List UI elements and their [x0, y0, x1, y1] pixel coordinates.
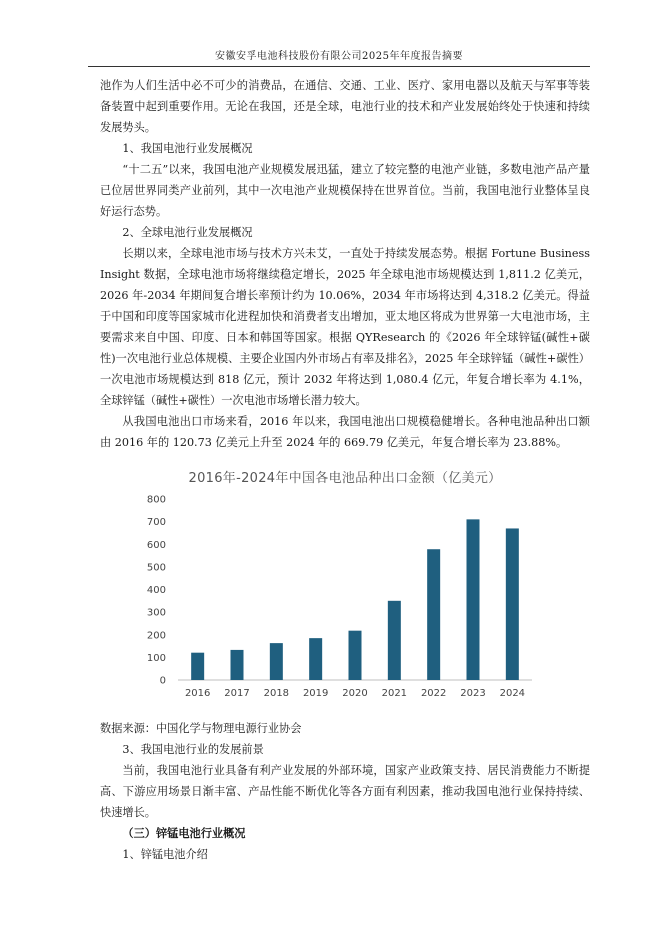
paragraph-global: 长期以来，全球电池市场与技术方兴未艾，一直处于持续发展态势。根据 Fortune Business Insight 数据，全球电池市场将继续稳定增长，2025 年全球电池市场规模达到 1,811.2 亿美元，2026 年-2034 年期间复合增长率预计约为 10.06%，2034 年市场将达到 4,318.2 亿美元。得益于中国和印度等国家城市化进程加快和消费者支出增加，亚太地区将成为世界第一大电池市场，主要需求来自中国、印度、日本和韩国等国家。根据 QYResearch 的《2026 年全球锌锰(碱性+碳性)一次电池行业总体规模、主要企业国内外市场占有率及排名》，2025 年全球锌锰（碱性+碳性）一次电池市场规模达到 818 亿元，预计 2032 年将达到 1,080.4 亿元，年复合增长率为 4.1%，全球锌锰（碱性+碳性）一次电池市场增长潜力较大。 — [100, 247, 590, 407]
subsection-heading-zinc-manganese-intro: 1、锌锰电池介绍 — [122, 848, 208, 861]
bar-2016 — [191, 653, 204, 680]
y-tick-label: 100 — [146, 652, 166, 664]
paragraph-intro-continued: 池作为人们生活中必不可少的消费品，在通信、交通、工业、医疗、家用电器以及航天与军事等装备装置中起到重要作用。无论在我国，还是全球，电池行业的技术和产业发展始终处于快速和持续发展势头。 — [100, 79, 590, 134]
x-tick-label: 2017 — [224, 688, 250, 699]
bar-2020 — [349, 631, 362, 680]
chart-canvas — [100, 467, 590, 712]
paragraph-export: 从我国电池出口市场来看，2016 年以来，我国电池出口规模稳健增长。各种电池品种出口额由 2016 年的 120.73 亿美元上升至 2024 年的 669.79 亿美元，年复合增长率为 23.88%。 — [100, 415, 590, 449]
section-heading-global: 2、全球电池行业发展概况 — [122, 226, 253, 239]
paragraph-domestic: “十二五”以来，我国电池产业规模发展迅猛，建立了较完整的电池产业链，多数电池产品产量已位居世界同类产业前列，其中一次电池产业规模保持在世界首位。当前，我国电池行业整体呈良好运行态势。 — [100, 163, 590, 218]
bar-2024 — [506, 528, 519, 680]
bar-2017 — [231, 650, 244, 680]
x-tick-label: 2018 — [263, 688, 290, 699]
bar-2022 — [427, 549, 440, 680]
y-tick-label: 500 — [146, 562, 166, 574]
section-heading-outlook: 3、我国电池行业的发展前景 — [122, 743, 264, 756]
x-tick-label: 2020 — [342, 688, 368, 699]
y-tick-label: 0 — [159, 675, 166, 687]
x-tick-label: 2019 — [302, 688, 329, 699]
x-tick-label: 2016 — [184, 688, 211, 699]
export-chart — [100, 467, 590, 712]
data-source: 数据来源：中国化学与物理电源行业协会 — [100, 722, 302, 735]
y-tick-label: 800 — [146, 494, 166, 506]
bar-2018 — [270, 643, 283, 680]
y-tick-label: 300 — [146, 607, 166, 619]
paragraph-outlook: 当前，我国电池行业具备有利产业发展的外部环境，国家产业政策支持、居民消费能力不断提高、下游应用场景日渐丰富、产品性能不断优化等各方面有利因素，推动我国电池行业保持持续、快速增长。 — [100, 764, 590, 819]
bar-2023 — [467, 519, 480, 680]
chart-title: 2016年-2024年中国各电池品种出口金额（亿美元） — [188, 471, 502, 486]
bar-2021 — [388, 601, 401, 680]
y-tick-label: 200 — [146, 630, 166, 642]
y-tick-label: 400 — [146, 585, 166, 596]
x-tick-label: 2022 — [420, 688, 447, 699]
y-tick-label: 600 — [146, 539, 166, 551]
section-heading-domestic: 1、我国电池行业发展概况 — [122, 142, 253, 155]
section-heading-zinc-manganese: （三）锌锰电池行业概况 — [122, 826, 246, 840]
y-tick-label: 700 — [146, 517, 166, 529]
bar-2019 — [309, 638, 322, 680]
page-header: 安徽安孚电池科技股份有限公司2025年年度报告摘要 — [88, 47, 590, 67]
document-body — [100, 75, 590, 865]
x-tick-label: 2023 — [460, 688, 486, 699]
x-tick-label: 2024 — [499, 688, 526, 699]
x-tick-label: 2021 — [381, 688, 408, 699]
